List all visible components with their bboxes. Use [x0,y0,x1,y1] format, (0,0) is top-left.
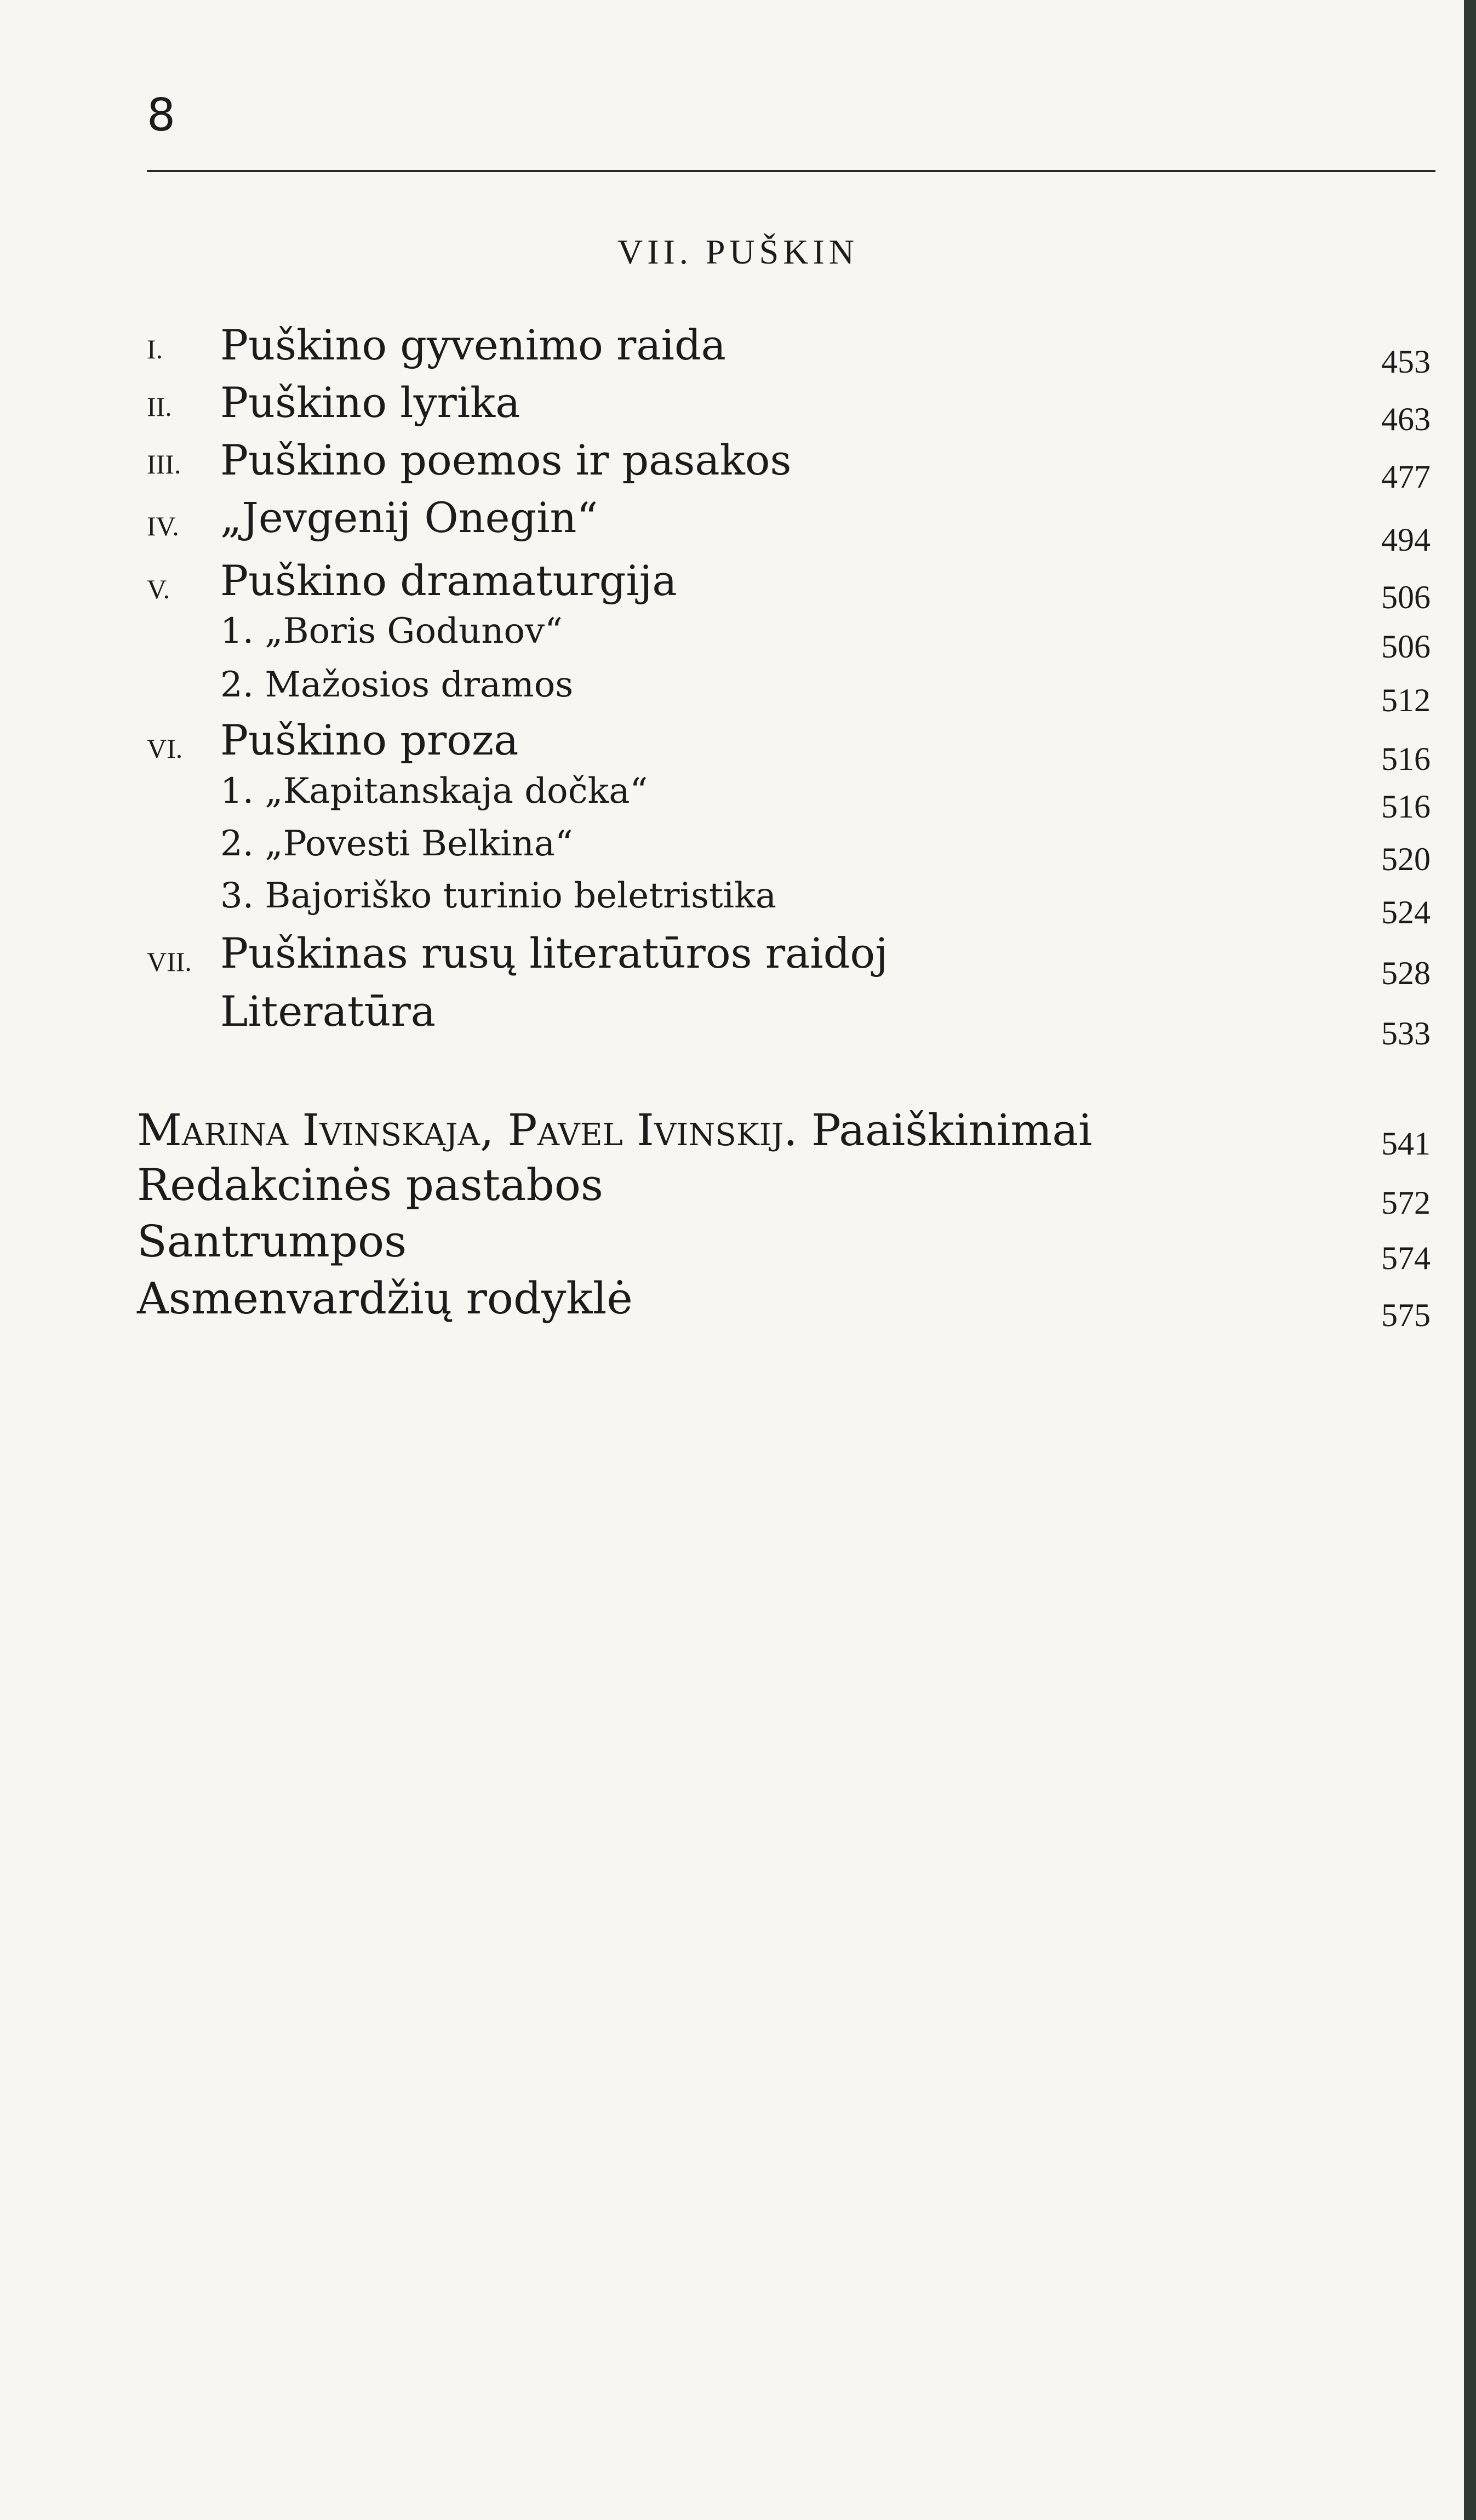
toc-page-number: 528 [1381,955,1431,991]
header-rule [147,170,1435,172]
author-name: Marina Ivinskaja [137,1105,480,1156]
section-title: VII. PUŠKIN [617,232,859,271]
toc-roman-numeral: I. [147,334,163,364]
author-separator: , [479,1105,508,1156]
toc-roman-numeral: III. [147,449,181,479]
toc-page-number: 453 [1381,344,1431,380]
toc-roman-numeral: IV. [147,511,179,541]
toc-roman-numeral: II. [147,391,172,422]
toc-page-number: 477 [1381,459,1431,495]
toc-page-number: 463 [1381,401,1431,437]
author-name: Pavel Ivinskij [507,1105,784,1156]
toc-subtitle: 1. „Boris Godunov“ [220,611,563,652]
toc-page-number: 533 [1381,1015,1431,1052]
toc-subtitle: 2. Mažosios dramos [220,665,574,705]
toc-page-number: 512 [1381,682,1431,718]
toc-title: Literatūra [220,987,436,1036]
toc-title: Puškino lyrika [220,378,520,427]
page-number: 8 [147,89,176,141]
toc-roman-numeral: VII. [147,946,192,977]
toc-title: Puškino poemos ir pasakos [220,436,792,484]
back-matter-title [137,1105,1092,1156]
toc-page-number: 520 [1381,841,1431,877]
toc-title: Puškinas rusų literatūros raidoj [220,929,888,978]
toc-page-number: 541 [1381,1125,1431,1162]
back-matter-title: Asmenvardžių rodyklė [137,1273,633,1324]
back-matter-title: Redakcinės pastabos [137,1159,603,1210]
toc-roman-numeral: VI. [147,733,183,764]
back-matter-subtitle: . Paaiškinimai [783,1105,1092,1156]
toc-subtitle: 2. „Povesti Belkina“ [220,824,573,864]
toc-page-number: 516 [1381,788,1431,825]
toc-title: „Jevgenij Onegin“ [220,493,598,542]
toc-title: Puškino proza [220,716,519,764]
toc-subtitle: 1. „Kapitanskaja dočka“ [220,771,648,812]
page-edge [1464,0,1476,2520]
toc-title: Puškino gyvenimo raida [220,321,726,369]
toc-page-number: 506 [1381,628,1431,665]
toc-title: Puškino dramaturgija [220,556,677,605]
toc-page-number: 506 [1381,579,1431,615]
toc-page-number: 572 [1381,1185,1431,1221]
toc-page-number: 574 [1381,1240,1431,1276]
toc-page-number: 524 [1381,894,1431,930]
toc-page-number: 494 [1381,522,1431,558]
toc-roman-numeral: V. [147,574,170,604]
toc-page-number: 575 [1381,1297,1431,1333]
toc-subtitle: 3. Bajoriško turinio beletristika [220,876,777,916]
toc-page-number: 516 [1381,741,1431,777]
back-matter-title: Santrumpos [137,1216,407,1267]
